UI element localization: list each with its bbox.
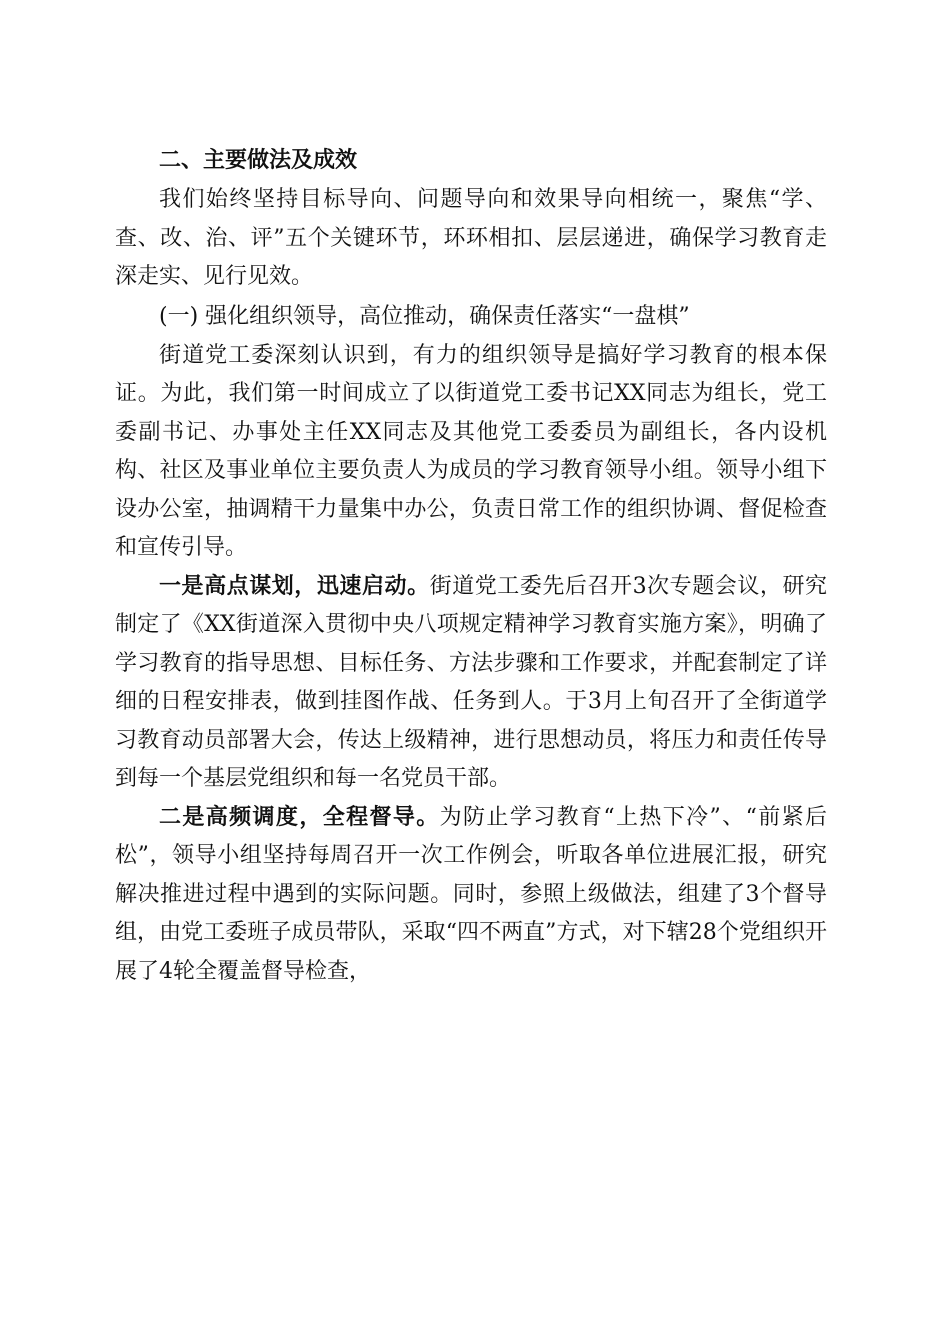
leadership-paragraph: 街道党工委深刻认识到，有力的组织领导是搞好学习教育的根本保证。为此，我们第一时间成立了以街道党工委书记XX同志为组长，党工委副书记、办事处主任XX同志及其他党工委委员为副组长，各内设机构、社区及事业单位主要负责人为成员的学习教育领导小组。领导小组下设办公室，抽调精干力量集中办公，负责日常工作的组织协调、督促检查和宣传引导。 <box>115 342 827 560</box>
section-heading: 二、主要做法及成效 <box>159 148 358 173</box>
document-body <box>115 141 827 991</box>
subheading-organization: (一) 强化组织领导，高位推动，确保责任落实“一盘棋” <box>159 303 690 329</box>
point-one-paragraph <box>115 568 827 799</box>
point-two-text: 为防止学习教育“上热下冷”、“前紧后松”，领导小组坚持每周召开一次工作例会，听取各单位进展汇报，研究解决推进过程中遇到的实际问题。同时，参照上级做法，组建了3个督导组，由党工委班子成员带队，采取“四不两直”方式，对下辖28个党组织开展了4轮全覆盖督导检查， <box>115 804 827 984</box>
point-one-text: 街道党工委先后召开3次专题会议，研究制定了《XX街道深入贯彻中央八项规定精神学习教育实施方案》，明确了学习教育的指导思想、目标任务、方法步骤和工作要求，并配套制定了详细的日程安排表，做到挂图作战、任务到人。于3月上旬召开了全街道学习教育动员部署大会，传达上级精神，进行思想动员，将压力和责任传导到每一个基层党组织和每一名党员干部。 <box>115 573 827 791</box>
point-two-lead: 二是高频调度，全程督导。 <box>159 804 440 830</box>
point-two-paragraph <box>115 799 827 992</box>
intro-paragraph: 我们始终坚持目标导向、问题导向和效果导向相统一，聚焦“学、查、改、治、评”五个关键环节，环环相扣、层层递进，确保学习教育走深走实、见行见效。 <box>115 187 827 289</box>
point-one-lead: 一是高点谋划，迅速启动。 <box>159 573 430 599</box>
